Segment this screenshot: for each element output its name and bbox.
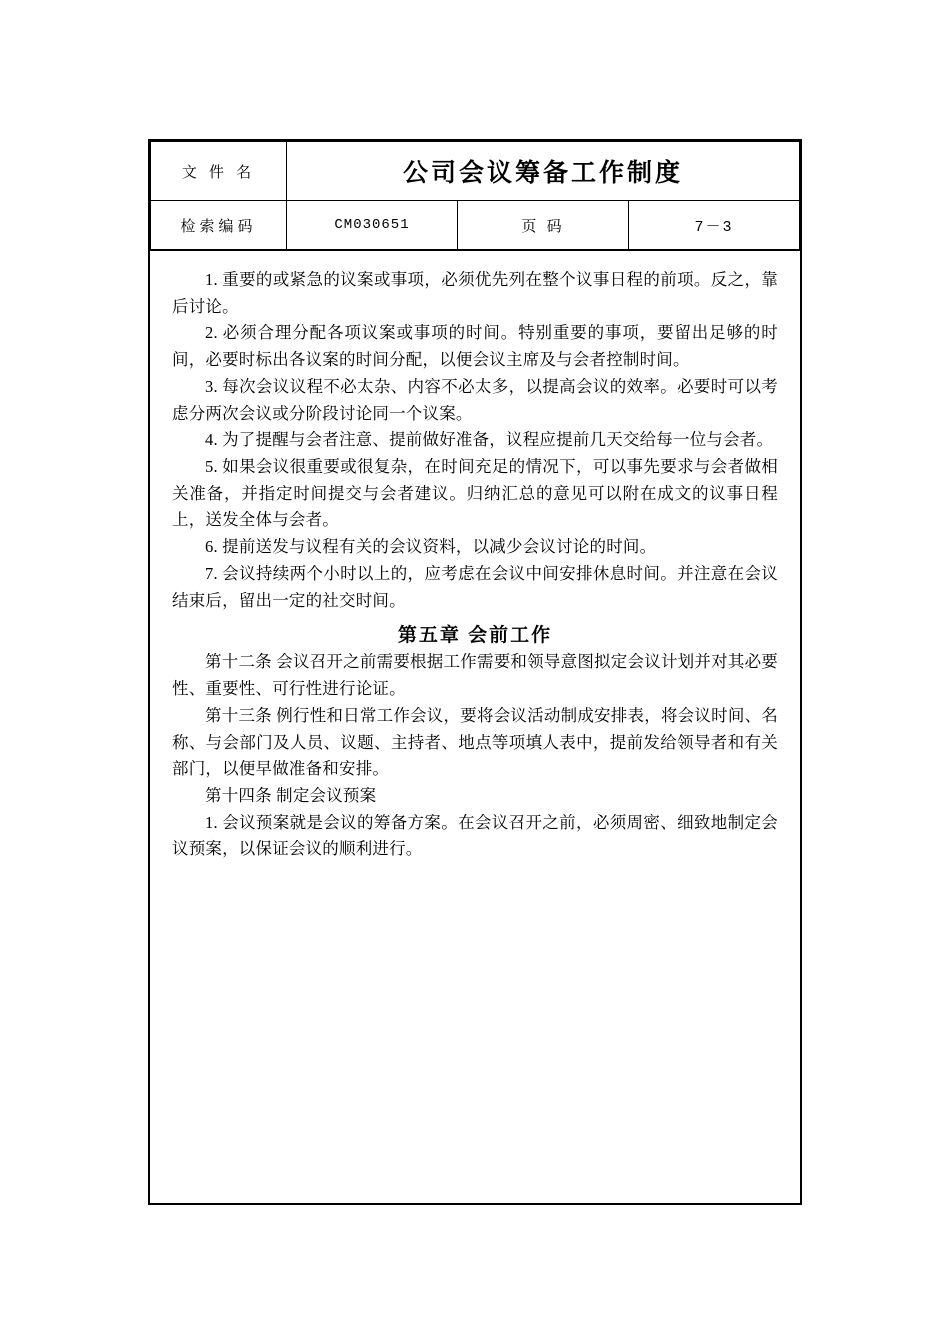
page-number-label: 页 码 (458, 201, 629, 250)
body-paragraph: 6. 提前送发与议程有关的会议资料，以减少会议讨论的时间。 (205, 537, 657, 557)
body-paragraph: 1. 重要的或紧急的议案或事项，必须优先列在整个议事日程的前项。反之，靠后讨论。 (172, 270, 778, 316)
body-paragraph: 5. 如果会议很重要或很复杂，在时间充足的情况下，可以事先要求与会者做相关准备，并指定时间提交与会者建议。归纳汇总的意见可以附在成文的议事日程上，送发全体与会者。 (172, 457, 778, 530)
body-paragraph: 第十二条 会议召开之前需要根据工作需要和领导意图拟定会议计划并对其必要性、重要性、可行性进行论证。 (172, 652, 778, 699)
body-paragraph: 第十三条 例行性和日常工作会议，要将会议活动制成安排表，将会议时间、名称、与会部门及人员、议题、主持者、地点等项填人表中，提前发给领导者和有关部门，以便早做准备和安排。 (172, 705, 778, 779)
page-title: 公司会议筹备工作制度 (287, 142, 800, 201)
body-paragraph: 3. 每次会议议程不必太杂、内容不必太多，以提高会议的效率。必要时可以考虑分两次会议或分阶段讨论同一个议案。 (172, 376, 778, 423)
code-label: 检索编码 (151, 201, 287, 250)
document-frame (148, 139, 802, 1205)
body-paragraph: 第十四条 制定会议预案 (205, 785, 377, 805)
body-paragraph: 7. 会议持续两个小时以上的，应考虑在会议中间安排休息时间。并注意在会议结束后，留出一定的社交时间。 (172, 563, 778, 610)
document-body (150, 250, 800, 1203)
body-empty-space (172, 863, 778, 1193)
body-paragraph: 2. 必须合理分配各项议案或事项的时间。特别重要的事项，要留出足够的时间，必要时标出各议案的时间分配，以便会议主席及与会者控制时间。 (172, 323, 778, 370)
body-paragraph: 1. 会议预案就是会议的筹备方案。在会议召开之前，必须周密、细致地制定会议预案，以保证会议的顺利进行。 (172, 812, 778, 859)
header-row-meta (151, 201, 800, 250)
doc-name-label: 文 件 名 (151, 142, 287, 201)
body-paragraph: 4. 为了提醒与会者注意、提前做好准备，议程应提前几天交给每一位与会者。 (205, 430, 774, 450)
section-heading: 第五章 会前工作 (397, 625, 553, 647)
page-number-value: 7－3 (629, 201, 800, 250)
code-value: CM030651 (287, 201, 458, 250)
header-row-title (151, 142, 800, 201)
document-header-table (150, 141, 800, 250)
